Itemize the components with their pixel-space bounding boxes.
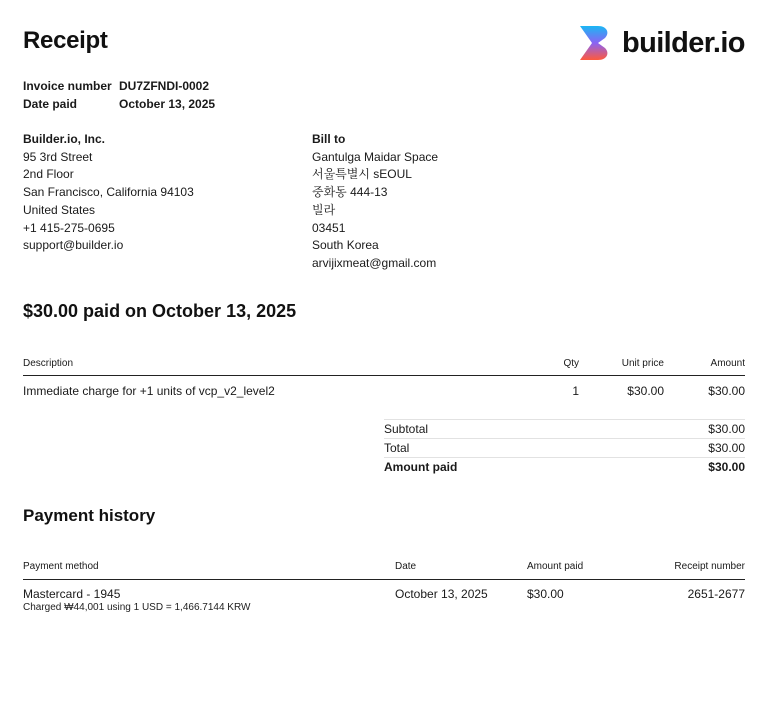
amount-paid-label: Amount paid (384, 460, 458, 474)
payment-method-cell (23, 587, 395, 613)
amount-paid-value: $30.00 (708, 460, 745, 474)
currency-conversion-note: Charged ₩44,001 using 1 USD = 1,466.7144 KRW (23, 602, 251, 613)
seller-line: San Francisco, California 94103 (23, 185, 194, 200)
paid-headline: $30.00 paid on October 13, 2025 (23, 301, 297, 321)
header-receipt-number: Receipt number (674, 561, 745, 572)
table-row (23, 580, 745, 613)
date-paid-label: Date paid (23, 97, 78, 111)
brand-logo (578, 24, 745, 62)
receipt-number: 2651-2677 (687, 587, 745, 601)
payment-amount: $30.00 (527, 587, 564, 601)
invoice-number-row (23, 77, 215, 95)
item-description: Immediate charge for +1 units of vcp_v2_level2 (23, 384, 275, 398)
seller-line: 2nd Floor (23, 167, 74, 182)
bill-to-line: 03451 (312, 220, 346, 235)
bill-to-line: Gantulga Maidar Space (312, 149, 439, 164)
seller-line: 95 3rd Street (23, 149, 93, 164)
subtotal-row (384, 419, 745, 438)
seller-name: Builder.io, Inc. (23, 132, 106, 146)
bill-to-line: 빌라 (312, 202, 336, 217)
payment-history-title: Payment history (23, 506, 156, 525)
payment-method: Mastercard - 1945 (23, 587, 121, 601)
brand-name: builder.io (622, 26, 745, 59)
payment-date: October 13, 2025 (395, 587, 488, 601)
page-title: Receipt (23, 27, 108, 54)
seller-line: support@builder.io (23, 238, 124, 253)
invoice-number-value: DU7ZFNDI-0002 (119, 79, 210, 93)
table-row (23, 376, 745, 406)
builder-logo-icon (578, 24, 612, 62)
item-unit-price: $30.00 (627, 384, 664, 398)
table-header (23, 352, 745, 376)
header-unit-price: Unit price (621, 358, 664, 369)
header-payment-method: Payment method (23, 561, 99, 572)
total-label: Total (384, 441, 410, 455)
header-amount: Amount (710, 358, 745, 369)
totals-summary (384, 419, 745, 476)
subtotal-value: $30.00 (708, 422, 745, 436)
header-amount-paid: Amount paid (527, 561, 584, 572)
seller-address (23, 131, 194, 255)
invoice-meta (23, 77, 215, 113)
seller-line: +1 415-275-0695 (23, 220, 115, 235)
line-items-table (23, 352, 745, 406)
bill-to-line: arvijixmeat@gmail.com (312, 255, 437, 270)
date-paid-row (23, 95, 215, 113)
payment-history-table (23, 554, 745, 613)
bill-to-address (312, 131, 438, 273)
item-amount: $30.00 (708, 384, 745, 398)
bill-to-heading: Bill to (312, 132, 346, 146)
bill-to-line: 중화동 444-13 (312, 185, 388, 200)
table-header (23, 554, 745, 580)
bill-to-line: 서울특별시 sEOUL (312, 167, 412, 182)
date-paid-value: October 13, 2025 (119, 97, 216, 111)
total-row (384, 438, 745, 457)
total-value: $30.00 (708, 441, 745, 455)
seller-line: United States (23, 202, 96, 217)
header-qty: Qty (563, 358, 579, 369)
item-qty: 1 (572, 384, 579, 398)
header-date: Date (395, 561, 417, 572)
invoice-number-label: Invoice number (23, 79, 112, 93)
amount-paid-row (384, 457, 745, 476)
bill-to-line: South Korea (312, 238, 379, 253)
subtotal-label: Subtotal (384, 422, 429, 436)
header-description: Description (23, 358, 74, 369)
